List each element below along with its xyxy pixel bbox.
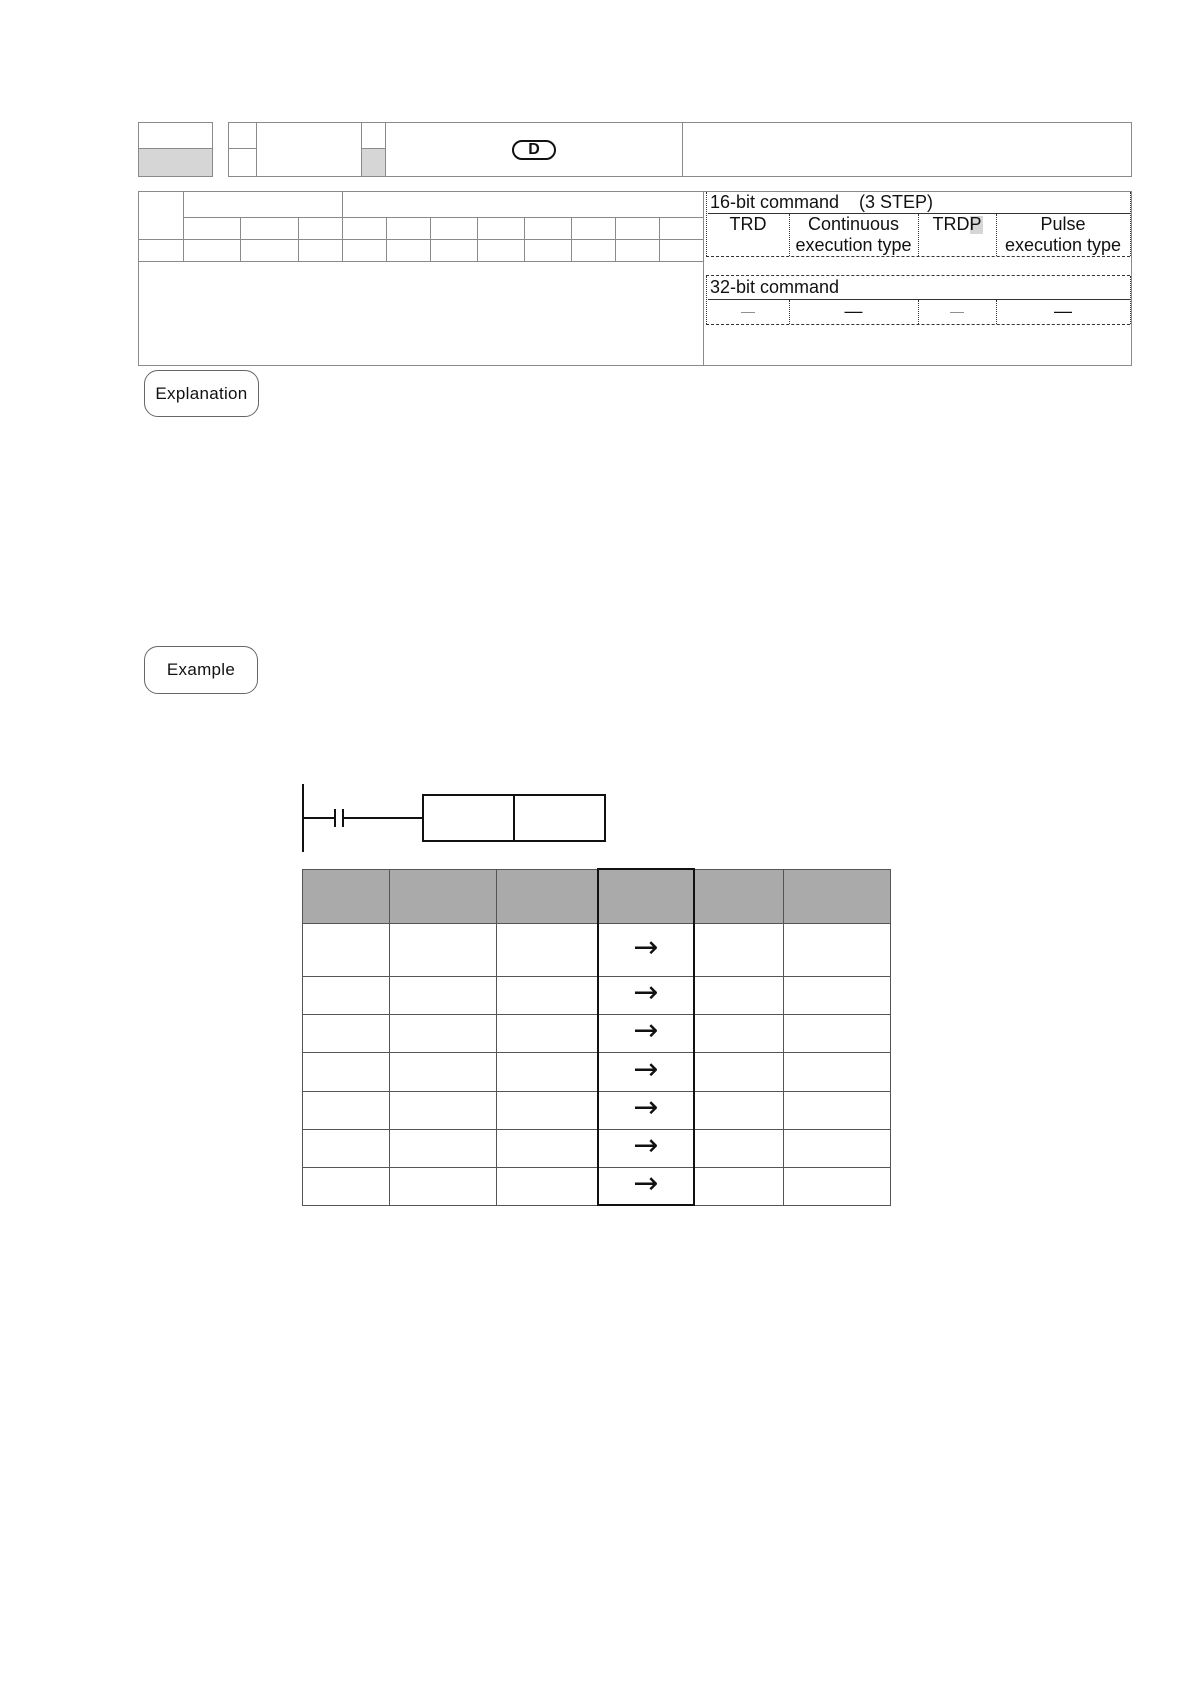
table-cell [496, 1052, 598, 1091]
table-cell [303, 1091, 390, 1129]
table-cell [303, 1129, 390, 1167]
bit16-cell-trd: TRD [729, 214, 767, 234]
table-cell [496, 1167, 598, 1205]
table-row [303, 1167, 891, 1205]
table-cell [694, 869, 784, 923]
table-row [303, 1129, 891, 1167]
table-cell [303, 1052, 390, 1091]
explanation-label: Explanation [144, 370, 259, 417]
example-label: Example [144, 646, 258, 694]
arrow-right-icon: → [633, 1128, 659, 1163]
table-cell [496, 1129, 598, 1167]
arrow-cell [598, 976, 694, 1014]
bit32-cell-1: — [741, 303, 755, 319]
table-cell [784, 1091, 891, 1129]
bit16-cell-continuous-type: execution type [795, 235, 912, 255]
table-row [303, 976, 891, 1014]
bit16-cell-trdp: TRDP [932, 214, 982, 234]
arrow-cell [598, 923, 694, 976]
table-cell [303, 1167, 390, 1205]
bit16-title: 16-bit command [710, 192, 840, 212]
table-row [303, 1014, 891, 1052]
d-badge [512, 140, 556, 160]
table-cell [389, 1091, 496, 1129]
arrow-right-icon: → [633, 1090, 659, 1125]
table-cell [694, 1014, 784, 1052]
table-cell [784, 923, 891, 976]
arrow-cell [598, 1129, 694, 1167]
table-cell [389, 976, 496, 1014]
table-cell [303, 869, 390, 923]
table-cell [784, 976, 891, 1014]
table-cell [389, 1129, 496, 1167]
bit32-cell-4: — [1054, 301, 1072, 321]
bit32-title: 32-bit command [710, 277, 840, 297]
table-cell [303, 1014, 390, 1052]
table-cell [694, 1052, 784, 1091]
table-cell [303, 976, 390, 1014]
table-cell [389, 869, 496, 923]
table-row [303, 1052, 891, 1091]
table-cell [694, 1167, 784, 1205]
table-cell [496, 923, 598, 976]
table-cell [389, 1167, 496, 1205]
table-cell [389, 1052, 496, 1091]
bit16-cell-pulse: Pulse [1040, 214, 1086, 234]
arrow-right-icon: → [633, 1165, 659, 1201]
ladder-diagram [295, 782, 615, 862]
bit32-cell-2: — [844, 301, 863, 321]
table-cell [784, 1052, 891, 1091]
table-row [303, 1091, 891, 1129]
table-row [303, 923, 891, 976]
table-cell [694, 1129, 784, 1167]
header-api-shade [139, 149, 212, 176]
arrow-right-icon: → [633, 929, 659, 965]
table-cell [496, 976, 598, 1014]
table-header-row [303, 869, 891, 923]
bit32-cell-3: — [950, 303, 964, 319]
arrow-right-icon: → [633, 1051, 659, 1087]
table-cell [496, 869, 598, 923]
table-cell [496, 1091, 598, 1129]
d-badge-label: D [528, 141, 540, 158]
header-p-shade [362, 149, 385, 176]
table-cell [694, 923, 784, 976]
table-cell [694, 976, 784, 1014]
arrow-cell [598, 869, 694, 923]
table-cell [784, 869, 891, 923]
arrow-right-icon: → [633, 975, 659, 1010]
table-cell [784, 1014, 891, 1052]
arrow-cell [598, 1167, 694, 1205]
data-table [302, 868, 891, 1206]
arrow-cell [598, 1014, 694, 1052]
arrow-right-icon: → [633, 1013, 659, 1048]
table-cell [694, 1091, 784, 1129]
bit16-steps: (3 STEP) [859, 192, 934, 212]
arrow-cell [598, 1091, 694, 1129]
bit16-cell-continuous: Continuous [807, 214, 900, 234]
table-cell [389, 923, 496, 976]
table-cell [784, 1129, 891, 1167]
arrow-cell [598, 1052, 694, 1091]
table-cell [303, 923, 390, 976]
table-cell [389, 1014, 496, 1052]
bit16-cell-pulse-type: execution type [1004, 235, 1122, 255]
table-cell [784, 1167, 891, 1205]
table-cell [496, 1014, 598, 1052]
